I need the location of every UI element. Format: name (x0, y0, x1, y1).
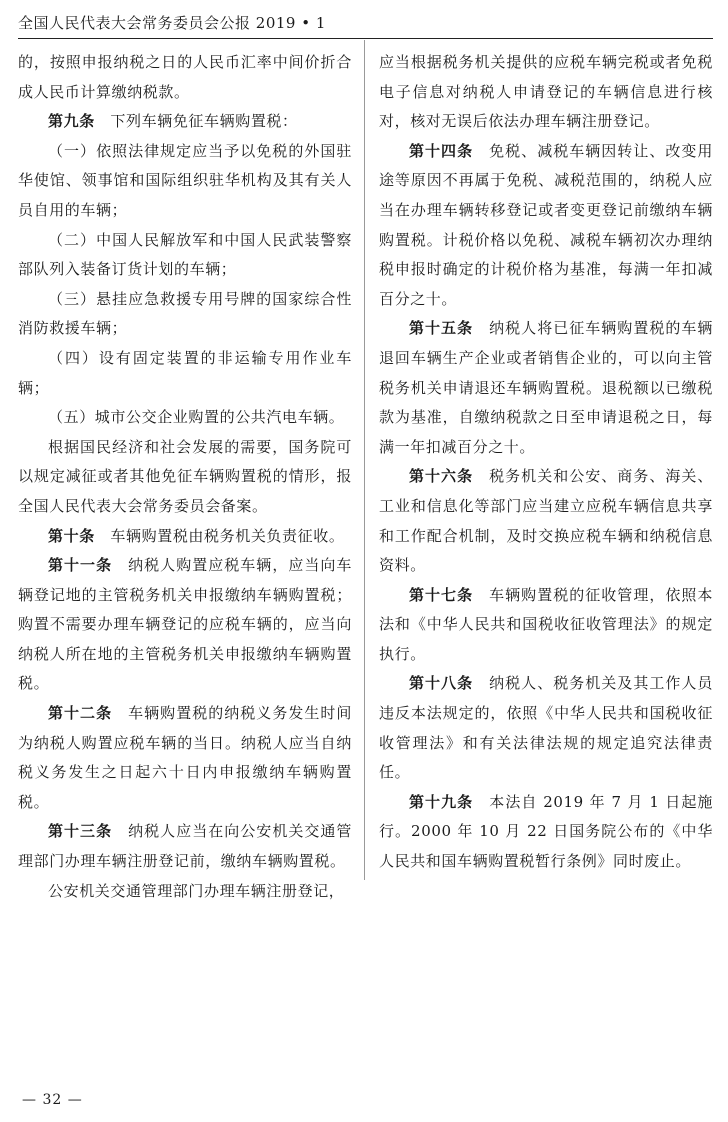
paragraph (379, 48, 713, 137)
paragraph (18, 522, 352, 552)
paragraph (379, 581, 713, 670)
paragraph (18, 877, 352, 907)
page-header (18, 10, 710, 38)
paragraph (18, 403, 352, 433)
paragraph-text: （一）依照法律规定应当予以免税的外国驻华使馆、领事馆和国际组织驻华机构及其有关人员自用的车辆； (18, 141, 352, 219)
paragraph-text: （二）中国人民解放军和中国人民武装警察部队列入装备订货计划的车辆； (18, 230, 352, 279)
paragraph (18, 699, 352, 817)
article-number: 第十七条 (409, 585, 474, 604)
paragraph-text: （四）设有固定装置的非运输专用作业车辆； (18, 348, 352, 397)
paragraph-text: 纳税人将已征车辆购置税的车辆退回车辆生产企业或者销售企业的，可以向主管税务机关申请退还车辆购置税。退税额以已缴税款为基准，自缴纳税款之日至申请退税之日，每满一年扣减百分之十。 (379, 319, 713, 456)
paragraph-text: 车辆购置税的征收管理，依照本法和《中华人民共和国税收征收管理法》的规定执行。 (379, 585, 713, 663)
article-number: 第十三条 (48, 822, 113, 841)
paragraph-text: 下列车辆免征车辆购置税： (110, 112, 298, 131)
paragraph-text: （三）悬挂应急救援专用号牌的国家综合性消防救援车辆； (18, 289, 352, 338)
paragraph-text: 公安机关交通管理部门办理车辆注册登记， (48, 881, 345, 900)
paragraph (18, 107, 352, 137)
article-number: 第九条 (48, 112, 95, 131)
article-number: 第十五条 (409, 319, 474, 338)
paragraph (18, 344, 352, 403)
paragraph (379, 314, 713, 462)
header-rule (18, 38, 713, 39)
paragraph (18, 137, 352, 226)
paragraph (18, 817, 352, 876)
paragraph-text: 纳税人购置应税车辆，应当向车辆登记地的主管税务机关申报缴纳车辆购置税；购置不需要办理车辆登记的应税车辆的，应当向纳税人所在地的主管税务机关申报缴纳车辆购置税。 (18, 556, 352, 693)
article-number: 第十二条 (48, 704, 113, 723)
article-number: 第十八条 (409, 674, 474, 693)
article-number: 第十六条 (409, 467, 474, 486)
paragraph (18, 433, 352, 522)
article-number: 第十九条 (409, 792, 474, 811)
paragraph-text: 根据国民经济和社会发展的需要，国务院可以规定减征或者其他免征车辆购置税的情形，报全国人民代表大会常务委员会备案。 (18, 437, 352, 515)
page-number: — 32 — (22, 1092, 83, 1108)
paragraph-text: 应当根据税务机关提供的应税车辆完税或者免税电子信息对纳税人申请登记的车辆信息进行核对，核对无误后依法办理车辆注册登记。 (379, 53, 713, 131)
paragraph (18, 285, 352, 344)
article-number: 第十四条 (409, 141, 474, 160)
paragraph-text: 车辆购置税的纳税义务发生时间为纳税人购置应税车辆的当日。纳税人应当自纳税义务发生之日起六十日内申报缴纳车辆购置税。 (18, 704, 352, 811)
left-column (18, 48, 352, 906)
column-divider (364, 40, 365, 880)
paragraph (379, 462, 713, 580)
paragraph (18, 226, 352, 285)
paragraph-text: 纳税人、税务机关及其工作人员违反本法规定的，依照《中华人民共和国税收征收管理法》和有关法律法规的规定追究法律责任。 (379, 674, 713, 782)
paragraph (18, 551, 352, 699)
paragraph-text: （五）城市公交企业购置的公共汽电车辆。 (48, 408, 345, 427)
paragraph-text: 本法自 2019 年 7 月 1 日起施行。2000 年 10 月 22 日国务院公布的《中华人民共和国车辆购置税暂行条例》同时废止。 (379, 792, 713, 871)
paragraph (379, 669, 713, 787)
paragraph-text: 车辆购置税由税务机关负责征收。 (110, 526, 345, 545)
paragraph-text: 免税、减税车辆因转让、改变用途等原因不再属于免税、减税范围的，纳税人应当在办理车辆转移登记或者变更登记前缴纳车辆购置税。计税价格以免税、减税车辆初次办理纳税申报时确定的计税价格为基准，每满一年扣减百分之十。 (379, 141, 713, 308)
article-number: 第十条 (48, 526, 95, 545)
paragraph (18, 48, 352, 107)
header-title: 全国人民代表大会常务委员会公报 2019 • 1 (18, 14, 326, 32)
paragraph (379, 137, 713, 315)
paragraph-text: 税务机关和公安、商务、海关、工业和信息化等部门应当建立应税车辆信息共享和工作配合机制，及时交换应税车辆和纳税信息资料。 (379, 467, 713, 575)
paragraph-text: 的，按照申报纳税之日的人民币汇率中间价折合成人民币计算缴纳税款。 (18, 53, 352, 101)
paragraph (379, 788, 713, 877)
article-number: 第十一条 (48, 556, 113, 575)
paragraph-text: 纳税人应当在向公安机关交通管理部门办理车辆注册登记前，缴纳车辆购置税。 (18, 822, 352, 871)
right-column (379, 48, 713, 877)
